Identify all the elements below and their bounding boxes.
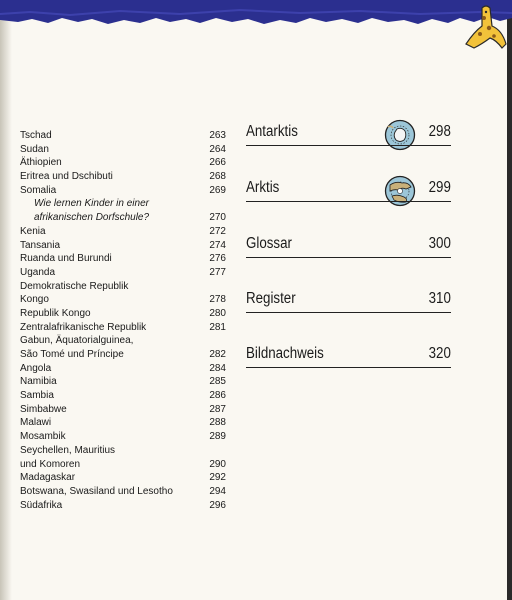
index-entry-label: Somalia (20, 184, 57, 196)
index-entry-page: 287 (209, 403, 226, 415)
index-entry (20, 485, 226, 499)
page-edge-dark (507, 0, 512, 600)
underline-rule (246, 312, 451, 314)
index-entry (20, 156, 226, 170)
index-entry-page: 296 (209, 499, 226, 511)
index-entry-label: Ruanda und Burundi (20, 253, 112, 265)
section-title: Register (246, 290, 296, 307)
index-entry-label: Malawi (20, 417, 52, 429)
index-entry (20, 143, 226, 157)
decorative-top-band (0, 0, 512, 32)
underline-rule (246, 367, 451, 369)
section-title: Glossar (246, 235, 292, 252)
index-entry (20, 348, 226, 362)
antarctica-globe-icon (384, 119, 416, 151)
section-entry (246, 285, 451, 313)
index-entry (20, 266, 226, 280)
index-entry-label: Demokratische Republik (20, 280, 129, 292)
index-entry-label: Republik Kongo (20, 307, 91, 319)
index-entry-page: 269 (209, 184, 226, 196)
index-entry (20, 211, 226, 225)
section-page: 320 (428, 345, 451, 362)
index-entry (20, 252, 226, 266)
index-entry-label: Namibia (20, 376, 57, 388)
section-entry (246, 340, 451, 368)
index-list-left (20, 129, 226, 512)
giraffe-icon (462, 4, 508, 54)
section-page: 310 (428, 290, 451, 307)
index-entry-label: Sudan (20, 143, 49, 155)
index-entry-page: 292 (209, 472, 226, 484)
underline-rule (246, 257, 451, 259)
index-entry (20, 197, 226, 211)
index-entry-page: 281 (209, 321, 226, 333)
index-entry-page: 284 (209, 362, 226, 374)
index-entry-page: 272 (209, 225, 226, 237)
index-entry (20, 403, 226, 417)
underline-rule (246, 201, 451, 203)
index-entry-page: 266 (209, 157, 226, 169)
index-entry-page: 288 (209, 417, 226, 429)
index-entry (20, 430, 226, 444)
index-entry-label: Mosambik (20, 431, 66, 443)
index-entry-label: Äthiopien (20, 157, 62, 169)
index-entry-label: Seychellen, Mauritius (20, 444, 116, 456)
index-entry-label: Uganda (20, 266, 56, 278)
index-entry-label: Botswana, Swasiland und Lesotho (20, 485, 173, 497)
index-entry-page: 277 (209, 266, 226, 278)
index-entry-page: 290 (209, 458, 226, 470)
index-entry (20, 362, 226, 376)
section-page: 300 (428, 235, 451, 252)
section-page: 298 (428, 123, 451, 140)
index-entry-page: 289 (209, 431, 226, 443)
index-entry-label: Eritrea und Dschibuti (20, 171, 113, 183)
section-entry (246, 118, 451, 146)
index-entry (20, 239, 226, 253)
index-entry-page: 278 (209, 294, 226, 306)
index-entry (20, 170, 226, 184)
index-entry (20, 499, 226, 513)
index-entry-label: Zentralafrikanische Republik (20, 321, 147, 333)
index-entry (20, 444, 226, 458)
index-entry-page: 270 (209, 212, 226, 224)
index-entry (20, 129, 226, 143)
index-entry-page: 263 (209, 130, 226, 141)
index-entry (20, 375, 226, 389)
section-title: Antarktis (246, 123, 298, 140)
index-entry-page: 282 (209, 349, 226, 360)
index-entry (20, 225, 226, 239)
index-entry-label: Tschad (20, 130, 52, 141)
index-entry-label: São Tomé und Príncipe (20, 349, 124, 360)
index-entry-label: Gabun, Äquatorialguinea, (20, 335, 134, 347)
index-entry (20, 293, 226, 307)
index-entry-label: Angola (20, 362, 52, 374)
underline-rule (246, 145, 451, 147)
section-entry (246, 174, 451, 202)
index-entry-page: 280 (209, 307, 226, 319)
index-entry (20, 307, 226, 321)
section-title: Bildnachweis (246, 345, 324, 362)
index-entry (20, 184, 226, 198)
page-edge-shadow (0, 0, 12, 600)
index-entry-page: 285 (209, 376, 226, 388)
index-entry (20, 280, 226, 294)
arctic-globe-icon (384, 175, 416, 207)
section-entry (246, 230, 451, 258)
section-page: 299 (428, 179, 451, 196)
index-entry (20, 389, 226, 403)
index-entry-label: Wie lernen Kinder in einer (34, 198, 149, 210)
index-entry-label: Madagaskar (20, 472, 76, 484)
index-entry-label: Kenia (20, 225, 46, 237)
index-entry-label: Simbabwe (20, 403, 67, 415)
index-entry-page: 276 (209, 253, 226, 265)
index-entry-label: Sambia (20, 390, 54, 402)
index-entry-label: Tansania (20, 239, 61, 251)
index-entry (20, 458, 226, 472)
index-entry-page: 286 (209, 390, 226, 402)
index-entry (20, 334, 226, 348)
index-entry (20, 321, 226, 335)
index-entry-page: 274 (209, 239, 226, 251)
index-entry-page: 264 (209, 143, 226, 155)
index-entry-label: Kongo (20, 294, 49, 306)
index-entry-label: und Komoren (20, 458, 81, 470)
index-entry-page: 294 (209, 485, 226, 497)
index-entry-label: afrikanischen Dorfschule? (34, 212, 150, 224)
index-entry-page: 268 (209, 171, 226, 183)
index-entry (20, 471, 226, 485)
section-title: Arktis (246, 179, 280, 196)
index-entry (20, 416, 226, 430)
index-entry-label: Südafrika (20, 499, 63, 511)
